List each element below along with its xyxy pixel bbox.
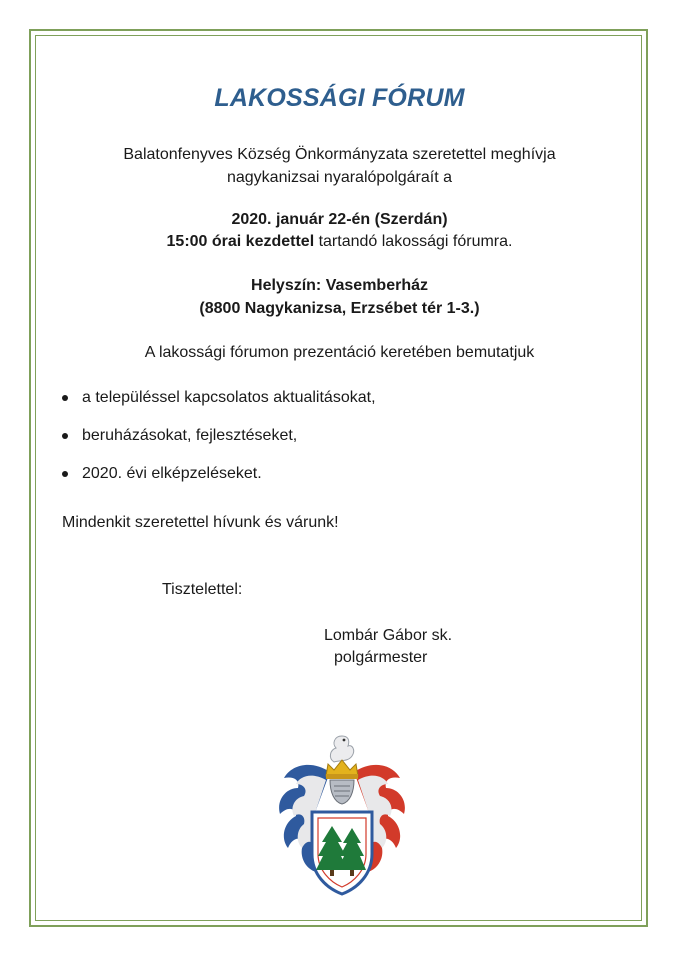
bullet-icon <box>62 395 68 401</box>
venue-address: (8800 Nagykanizsa, Erzsébet tér 1-3.) <box>199 300 480 317</box>
coat-of-arms-emblem <box>272 730 412 900</box>
list-item-text: a településsel kapcsolatos aktualitásokat, <box>82 389 376 406</box>
venue-name: Helyszín: Vasemberház <box>251 277 428 294</box>
event-time <box>0 232 679 252</box>
crown <box>326 760 358 779</box>
signer-name: Lombár Gábor sk. <box>324 627 453 644</box>
signer-title: polgármester <box>334 649 428 666</box>
intro-line-2: nagykanizsai nyaralópolgáraít a <box>226 169 453 186</box>
list-item-text: 2020. évi elképzeléseket. <box>82 465 262 482</box>
list-item <box>60 464 376 484</box>
document-title: LAKOSSÁGI FÓRUM <box>214 84 465 112</box>
bullet-icon <box>62 471 68 477</box>
event-date: 2020. január 22-én (Szerdán) <box>231 211 448 228</box>
list-item <box>60 388 376 408</box>
bullet-icon <box>62 433 68 439</box>
swan-crest <box>330 736 353 762</box>
topics-list <box>60 388 376 502</box>
intro-line-1: Balatonfenyves Község Önkormányzata szeretettel meghívja <box>123 146 556 163</box>
closing-sentence: Mindenkit szeretettel hívunk és várunk! <box>62 514 339 531</box>
list-item <box>60 426 376 446</box>
greeting: Tisztelettel: <box>162 581 243 598</box>
list-item-text: beruházásokat, fejlesztéseket, <box>82 427 298 444</box>
event-time-rest: tartandó lakossági fórumra. <box>314 233 513 250</box>
presentation-intro: A lakossági fórumon prezentáció keretében bemutatjuk <box>144 344 535 361</box>
event-time-bold: 15:00 órai kezdettel <box>166 233 315 250</box>
helmet <box>330 780 354 804</box>
